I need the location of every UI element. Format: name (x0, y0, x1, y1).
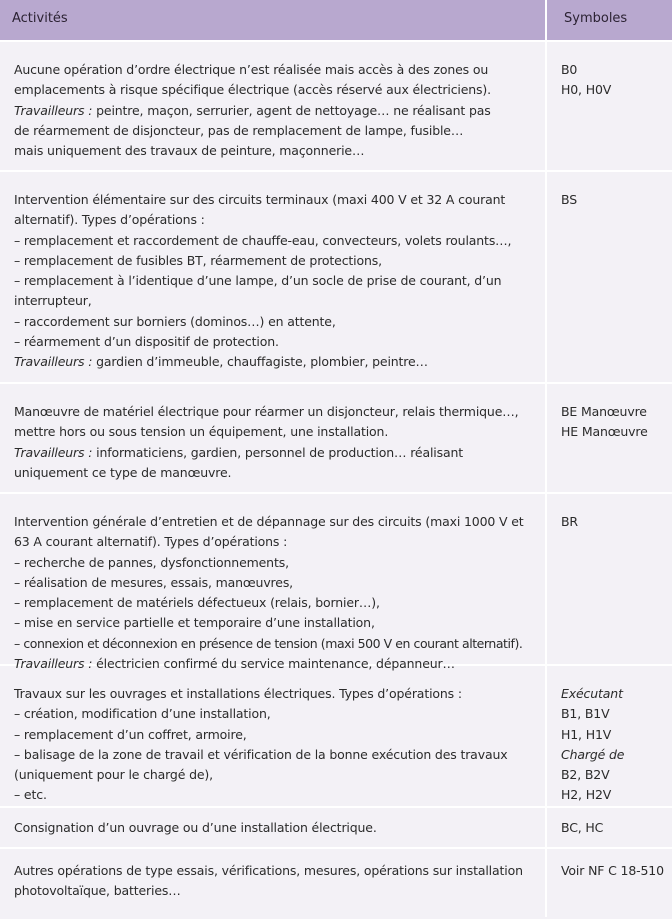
activity-line: de réarmement de disjoncteur, pas de remplacement de lampe, fusible… (14, 122, 464, 138)
symbol-code: BE Manœuvre (561, 404, 647, 419)
activity-line: – connexion et déconnexion en présence de tension (maxi 500 V en courant alternatif). (14, 635, 523, 651)
executant-label: Exécutant (561, 686, 623, 701)
workers-text: peintre, maçon, serrurier, agent de nettoyage… ne réalisant pas (92, 102, 491, 118)
activity-line: – création, modification d’une installation, (14, 706, 271, 722)
symbol-code: B1, B1V (561, 706, 610, 722)
workers-line (14, 101, 537, 121)
activity-cell (0, 172, 545, 382)
activity-line: – raccordement sur borniers (dominos…) en attente, (14, 313, 336, 329)
activity-line: 63 A courant alternatif). Types d’opérations : (14, 534, 288, 550)
workers-label: Travailleurs : (14, 444, 93, 460)
table-row (0, 666, 672, 808)
activity-line: Aucune opération d’ordre électrique n’est réalisée mais accès à des zones ou (14, 62, 489, 77)
activity-line: Intervention élémentaire sur des circuits terminaux (maxi 400 V et 32 A courant (14, 192, 506, 207)
activity-line: interrupteur, (14, 293, 92, 309)
symbol-code: HE Manœuvre (561, 424, 648, 440)
activity-line: Manœuvre de matériel électrique pour réarmer un disjoncteur, relais thermique…, (14, 404, 519, 419)
activity-cell (0, 384, 545, 492)
workers-label: Travailleurs : (14, 102, 93, 118)
table-row (0, 808, 672, 849)
activity-line: Intervention générale d’entretien et de dépannage sur des circuits (maxi 1000 V et (14, 514, 524, 529)
workers-label: Travailleurs : (14, 656, 93, 672)
symbol-code: H1, H1V (561, 726, 612, 742)
workers-line (14, 352, 537, 372)
activity-line: alternatif). Types d’opérations : (14, 212, 205, 228)
activity-line: – etc. (14, 787, 47, 803)
table-row (0, 494, 672, 672)
activity-line: – balisage de la zone de travail et vérification de la bonne exécution des travaux (14, 746, 508, 762)
activity-line: – remplacement et raccordement de chauffe-eau, convecteurs, volets roulants…, (14, 232, 512, 248)
symbol-cell (545, 384, 672, 492)
table-header (0, 0, 672, 42)
header-activities: Activités (12, 11, 68, 26)
symbol-cell (545, 666, 672, 806)
symbol-cell (545, 494, 672, 664)
activity-line: – réalisation de mesures, essais, manœuvres, (14, 574, 294, 590)
activity-line: – remplacement de fusibles BT, réarmement de protections, (14, 252, 382, 268)
workers-text: électricien confirmé du service maintenance, dépanneur… (92, 656, 455, 672)
symbol-code: BS (561, 192, 577, 207)
symbol-code: B2, B2V (561, 767, 610, 783)
activity-line: Consignation d’un ouvrage ou d’une installation électrique. (14, 820, 377, 835)
activity-line: Autres opérations de type essais, vérifications, mesures, opérations sur installation (14, 863, 523, 878)
workers-label: Travailleurs : (14, 354, 93, 370)
activity-line: (uniquement pour le chargé de), (14, 767, 213, 783)
symbol-code: B0 (561, 62, 578, 77)
activity-line: – réarmement d’un dispositif de protection. (14, 334, 279, 350)
charge-label: Chargé de (561, 746, 625, 762)
table-row (0, 42, 672, 172)
activity-line: mais uniquement des travaux de peinture, maçonnerie… (14, 143, 365, 159)
symbol-code: BC, HC (561, 820, 604, 835)
activity-line: Travaux sur les ouvrages et installations électriques. Types d’opérations : (14, 686, 462, 701)
symbol-cell (545, 172, 672, 382)
activity-line: – remplacement d’un coffret, armoire, (14, 726, 247, 742)
activity-line: photovoltaïque, batteries… (14, 883, 181, 899)
workers-text: gardien d’immeuble, chauffagiste, plombier, peintre… (92, 354, 428, 370)
activity-line: mettre hors ou sous tension un équipement, une installation. (14, 424, 389, 440)
activity-cell (0, 808, 545, 847)
activity-line: – recherche de pannes, dysfonctionnements, (14, 554, 289, 570)
header-symbols: Symboles (545, 0, 672, 40)
activity-line: emplacements à risque spécifique électrique (accès réservé aux électriciens). (14, 82, 491, 98)
symbol-cell (545, 849, 672, 917)
activity-line: uniquement ce type de manœuvre. (14, 464, 232, 480)
symbol-code: H2, H2V (561, 787, 612, 803)
table-row (0, 384, 672, 494)
activity-cell (0, 849, 545, 917)
activity-cell (0, 666, 545, 806)
symbol-cell (545, 808, 672, 847)
symbol-cell (545, 42, 672, 170)
activity-line: – remplacement à l’identique d’une lampe, d’un socle de prise de courant, d’un (14, 273, 502, 289)
activity-line: – mise en service partielle et temporaire d’une installation, (14, 615, 375, 631)
activity-line: – remplacement de matériels défectueux (relais, bornier…), (14, 595, 380, 611)
symbol-code: H0, H0V (561, 82, 612, 98)
activity-cell (0, 494, 545, 672)
symbol-code: Voir NF C 18-510 (561, 863, 664, 878)
activity-cell (0, 42, 545, 170)
table-row (0, 172, 672, 384)
symbol-code: BR (561, 514, 578, 529)
table-row (0, 849, 672, 917)
workers-line (14, 443, 537, 463)
workers-text: informaticiens, gardien, personnel de production… réalisant (92, 444, 463, 460)
